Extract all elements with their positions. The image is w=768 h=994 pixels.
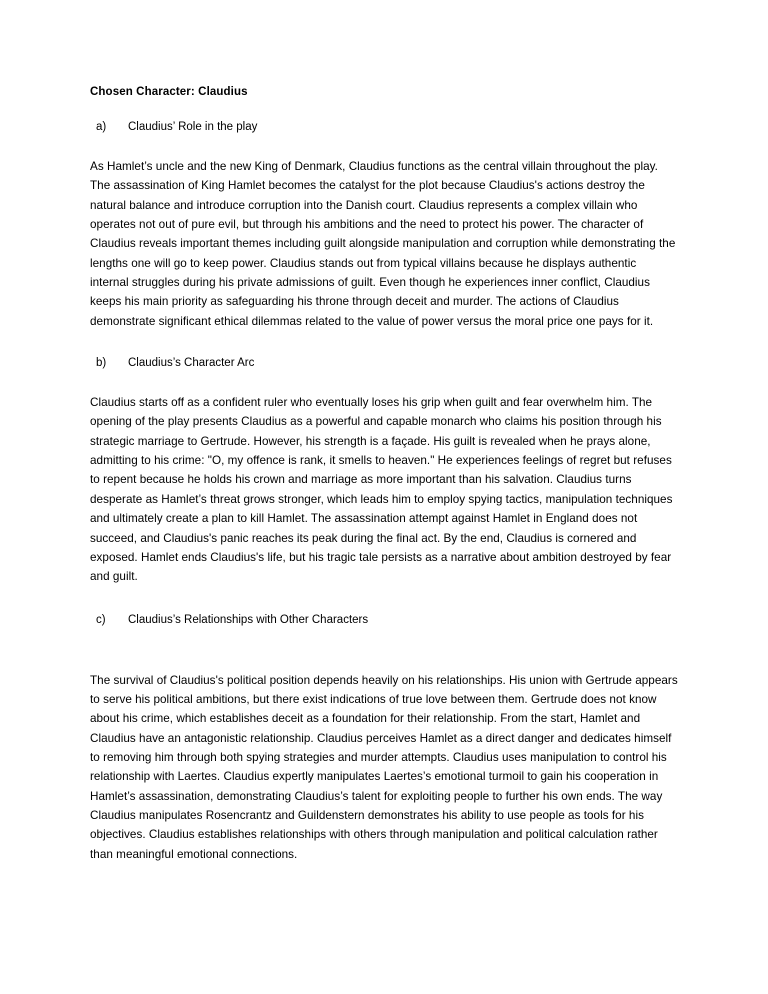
list-marker-a: a) [96, 121, 107, 133]
section-heading-b [90, 355, 678, 371]
page-title: Chosen Character: Claudius [90, 86, 248, 98]
spacer [90, 135, 678, 157]
list-marker-c: c) [96, 613, 106, 626]
section-body-c: The survival of Claudius's political position depends heavily on his relationships. His union with Gertrude appears to serve his political ambitions, but there exist indications of true love between them. Gertrude does not know about his crime, which establishes deceit as a foundation for their relationship. From the start, Hamlet and Claudius have an antagonistic relationship. Claudius perceives Hamlet as a direct danger and dedicates himself to removing him through both spying strategies and murder attempts. Claudius uses manipulation to control his relationship with Laertes. Claudius expertly manipulates Laertes’s emotional turmoil to gain his cooperation in Hamlet’s assassination, demonstrating Claudius’s talent for exploiting people to further his own ends. The way Claudius manipulates Rosencrantz and Guildenstern demonstrates his ability to use people as tools for his objectives. Claudius establishes relationships with others through manipulation and political calculation rather than meaningful emotional connections. [90, 673, 678, 861]
section-heading-a [90, 119, 678, 135]
section-heading-b-label: Claudius’s Character Arc [128, 357, 255, 370]
spacer [90, 628, 678, 671]
spacer [90, 371, 678, 393]
spacer [90, 331, 678, 355]
section-heading-c [90, 612, 678, 628]
section-heading-a-label: Claudius’ Role in the play [128, 121, 258, 133]
section-body-a: As Hamlet’s uncle and the new King of Denmark, Claudius functions as the central villain throughout the play. The assassination of King Hamlet becomes the catalyst for the plot because Claudius's actions destroy the natural balance and introduce corruption into the Danish court. Claudius represents a complex villain who operates not out of pure evil, but through his ambitions and the need to protect his power. The character of Claudius reveals important themes including guilt alongside manipulation and corruption while demonstrating the lengths one will go to keep power. Claudius stands out from typical villains because he displays authentic internal struggles during his private admissions of guilt. Even though he experiences inner conflict, Claudius keeps his main priority as safeguarding his throne through deceit and murder. The actions of Claudius demonstrate significant ethical dilemmas related to the value of power versus the moral price one pays for it. [90, 160, 676, 328]
list-marker-b: b) [96, 357, 107, 370]
section-heading-c-label: Claudius’s Relationships with Other Characters [128, 613, 369, 626]
spacer [90, 100, 678, 119]
spacer [90, 587, 678, 612]
section-body-b: Claudius starts off as a confident ruler who eventually loses his grip when guilt and fear overwhelm him. The opening of the play presents Claudius as a powerful and capable monarch who claims his position through his strategic marriage to Gertrude. However, his strength is a façade. His guilt is revealed when he prays alone, admitting to his crime: "O, my offence is rank, it smells to heaven." He experiences feelings of regret but refuses to repent because he holds his crown and marriage as more important than his salvation. Claudius turns desperate as Hamlet’s threat grows stronger, which leads him to employ spying tactics, manipulation techniques and ultimately create a plan to kill Hamlet. The assassination attempt against Hamlet in England does not succeed, and Claudius's panic reaches its peak during the final act. By the end, Claudius is cornered and exposed. Hamlet ends Claudius's life, but his tragic tale persists as a narrative about ambition destroyed by fear and guilt. [90, 396, 673, 584]
